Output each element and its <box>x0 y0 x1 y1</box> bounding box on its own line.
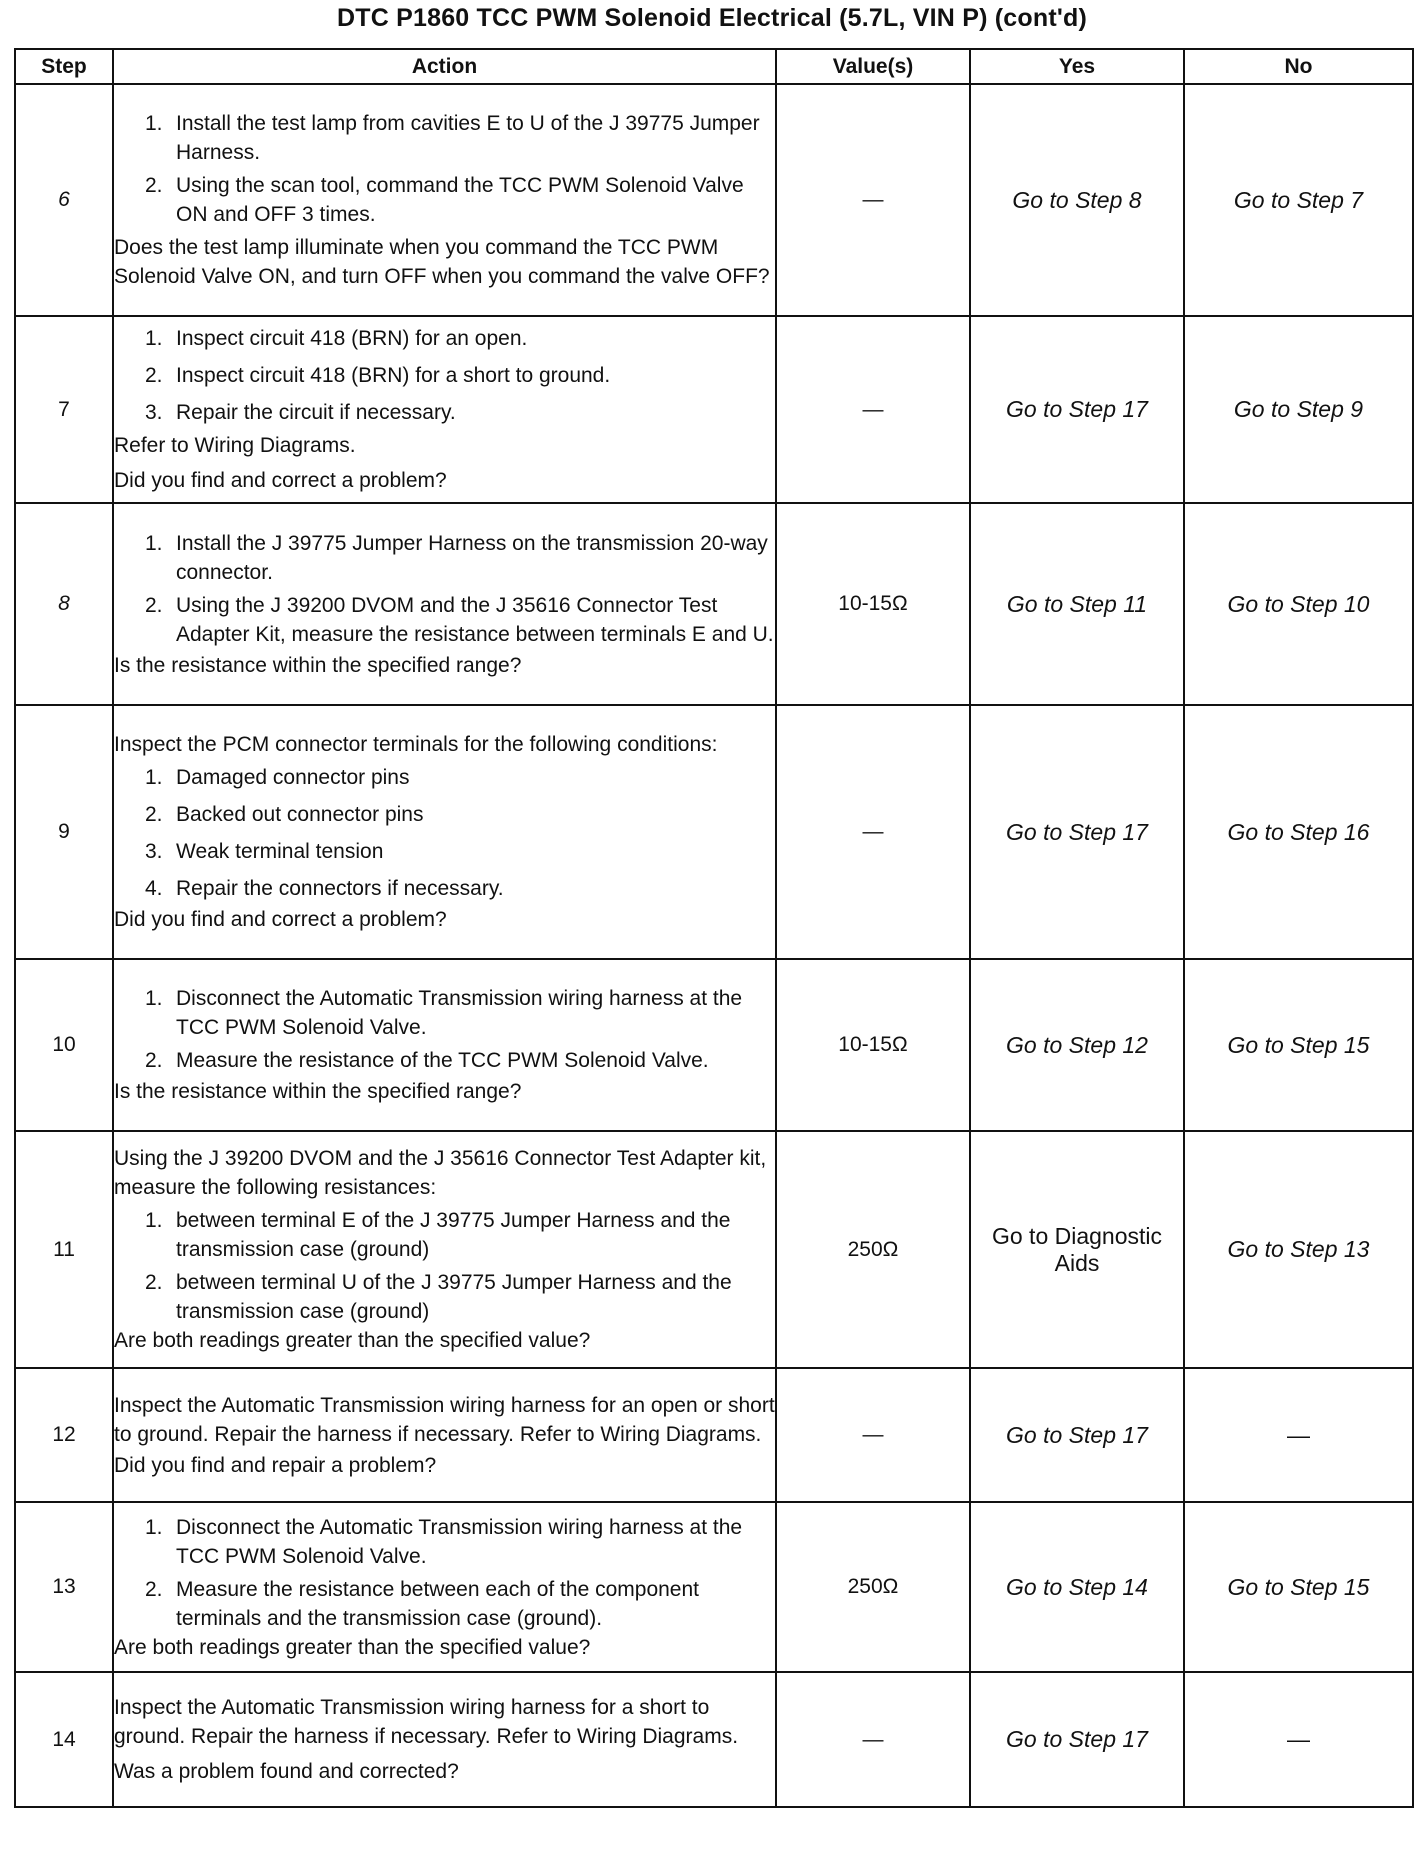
list-item: 2. Using the J 39200 DVOM and the J 35616 Connector Test Adapter Kit, measure the resistance between terminals E and U. <box>145 593 774 646</box>
step-number: 8 <box>15 503 113 705</box>
action-question: Did you find and repair a problem? <box>114 1453 437 1477</box>
yes-cell: Go to Step 14 <box>970 1502 1184 1672</box>
column-header-no: No <box>1184 49 1413 84</box>
value-cell: — <box>776 1672 970 1807</box>
action-question: Does the test lamp illuminate when you command the TCC PWM Solenoid Valve ON, and turn OFF when you command the valve OFF? <box>114 236 770 288</box>
page-title: DTC P1860 TCC PWM Solenoid Electrical (5.7L, VIN P) (cont'd) <box>336 4 1087 32</box>
list-item: 2. Backed out connector pins <box>145 803 424 826</box>
no-cell: Go to Step 15 <box>1184 1502 1413 1672</box>
action-question: Was a problem found and corrected? <box>114 1760 459 1783</box>
action-cell <box>113 503 776 705</box>
action-question: Are both readings greater than the specified value? <box>114 1635 591 1659</box>
list-item: 2. Inspect circuit 418 (BRN) for a short to ground. <box>145 364 611 387</box>
value-cell: — <box>776 1368 970 1502</box>
step-number: 13 <box>15 1502 113 1672</box>
list-item: 3. Weak terminal tension <box>145 840 384 863</box>
table-row <box>15 705 1413 959</box>
yes-cell: Go to Step 17 <box>970 1368 1184 1502</box>
list-item: 2. Measure the resistance between each of the component terminals and the transmission case (ground). <box>145 1577 699 1630</box>
action-list <box>114 109 775 229</box>
yes-cell: Go to Step 17 <box>970 1672 1184 1807</box>
table-row <box>15 503 1413 705</box>
column-header-yes: Yes <box>970 49 1184 84</box>
action-intro: Inspect the Automatic Transmission wiring harness for a short to ground. Repair the harness if necessary. Refer to Wiring Diagrams. <box>114 1696 739 1748</box>
yes-cell: Go to Step 8 <box>970 84 1184 316</box>
no-cell: Go to Step 16 <box>1184 705 1413 959</box>
no-cell: Go to Step 9 <box>1184 316 1413 503</box>
table-row <box>15 1502 1413 1672</box>
step-number: 6 <box>15 84 113 316</box>
no-cell: Go to Step 10 <box>1184 503 1413 705</box>
value-cell: — <box>776 705 970 959</box>
step-number: 14 <box>15 1672 113 1807</box>
action-list <box>114 529 775 649</box>
action-question: Did you find and correct a problem? <box>114 469 447 492</box>
table-header-row <box>15 49 1413 84</box>
value-cell: 10-15Ω <box>776 503 970 705</box>
yes-cell: Go to Step 11 <box>970 503 1184 705</box>
action-cell <box>113 959 776 1131</box>
action-cell <box>113 84 776 316</box>
list-item: 2. Measure the resistance of the TCC PWM Solenoid Valve. <box>145 1049 709 1072</box>
action-list <box>114 324 775 427</box>
action-intro: Using the J 39200 DVOM and the J 35616 Connector Test Adapter kit, measure the following resistances: <box>114 1147 767 1199</box>
list-item: 2. Using the scan tool, command the TCC PWM Solenoid Valve ON and OFF 3 times. <box>145 174 744 226</box>
no-cell: Go to Step 15 <box>1184 959 1413 1131</box>
value-cell: 250Ω <box>776 1502 970 1672</box>
column-header-action: Action <box>113 49 776 84</box>
step-number: 10 <box>15 959 113 1131</box>
list-item: 2. between terminal U of the J 39775 Jumper Harness and the transmission case (ground) <box>145 1271 732 1323</box>
table-row <box>15 959 1413 1131</box>
diagnostic-table <box>14 48 1414 1808</box>
value-cell: — <box>776 316 970 503</box>
list-item: 1. Damaged connector pins <box>145 766 410 789</box>
no-cell: Go to Step 7 <box>1184 84 1413 316</box>
no-cell: — <box>1184 1368 1413 1502</box>
list-item: 1. Disconnect the Automatic Transmission wiring harness at the TCC PWM Solenoid Valve. <box>145 987 743 1039</box>
list-item: 1. Install the test lamp from cavities E to U of the J 39775 Jumper Harness. <box>145 112 760 164</box>
table-row <box>15 84 1413 316</box>
step-number: 7 <box>15 316 113 503</box>
action-list <box>114 1513 775 1633</box>
no-cell: — <box>1184 1672 1413 1807</box>
action-cell <box>113 1672 776 1807</box>
list-item: 1. between terminal E of the J 39775 Jumper Harness and the transmission case (ground) <box>145 1209 731 1261</box>
action-question: Is the resistance within the specified range? <box>114 653 522 677</box>
yes-cell: Go to Step 17 <box>970 705 1184 959</box>
yes-cell: Go to Step 17 <box>970 316 1184 503</box>
list-item: 1. Install the J 39775 Jumper Harness on the transmission 20-way connector. <box>145 531 768 584</box>
step-number: 9 <box>15 705 113 959</box>
action-cell <box>113 1368 776 1502</box>
action-question: Did you find and correct a problem? <box>114 908 447 931</box>
step-number: 12 <box>15 1368 113 1502</box>
step-number: 11 <box>15 1131 113 1368</box>
list-item: 1. Inspect circuit 418 (BRN) for an open. <box>145 327 528 350</box>
list-item: 4. Repair the connectors if necessary. <box>145 877 504 900</box>
action-question: Are both readings greater than the specified value? <box>114 1329 591 1352</box>
value-cell: — <box>776 84 970 316</box>
yes-cell: Go to Diagnostic Aids <box>970 1131 1184 1368</box>
action-note: Refer to Wiring Diagrams. <box>114 434 356 457</box>
value-cell: 10-15Ω <box>776 959 970 1131</box>
action-list <box>114 1206 775 1326</box>
yes-cell: Go to Step 12 <box>970 959 1184 1131</box>
action-question: Is the resistance within the specified range? <box>114 1080 522 1103</box>
action-list <box>114 984 775 1075</box>
table-row <box>15 316 1413 503</box>
table-row <box>15 1131 1413 1368</box>
list-item: 1. Disconnect the Automatic Transmission wiring harness at the TCC PWM Solenoid Valve. <box>145 1515 743 1568</box>
value-cell: 250Ω <box>776 1131 970 1368</box>
list-item: 3. Repair the circuit if necessary. <box>145 401 456 424</box>
column-header-values: Value(s) <box>776 49 970 84</box>
action-cell <box>113 1131 776 1368</box>
table-row <box>15 1672 1413 1807</box>
action-intro: Inspect the Automatic Transmission wiring harness for an open or short to ground. Repair the harness if necessary. Refer to Wiring Diagrams. <box>114 1393 775 1446</box>
no-cell: Go to Step 13 <box>1184 1131 1413 1368</box>
action-list <box>114 763 775 903</box>
action-cell <box>113 316 776 503</box>
column-header-step: Step <box>15 49 113 84</box>
action-intro: Inspect the PCM connector terminals for the following conditions: <box>114 733 718 756</box>
action-cell <box>113 705 776 959</box>
table-row <box>15 1368 1413 1502</box>
action-cell <box>113 1502 776 1672</box>
